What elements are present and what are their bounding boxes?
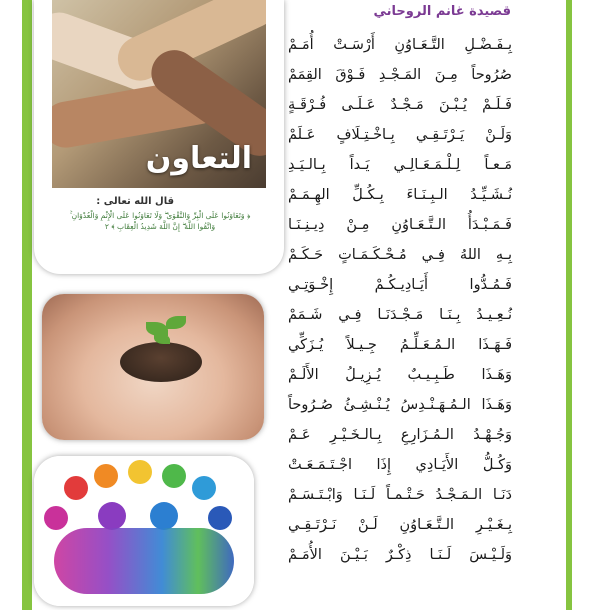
people-circle-card bbox=[34, 456, 254, 606]
poem-verse: مَـعـاً لِـلْـمَـعَـالِـي يَـداً بِـالـيَـدِ bbox=[288, 157, 512, 173]
poem-verse: فَـمَـبْـدَأُ الـتَّـعَـاوُنِ مِـنْ دِيـنِـنَـا bbox=[288, 217, 512, 233]
poem-verse: وَلَـنْ يَـرْتَـقِـي بِـاخْـتِـلَافٍ عَـلَمْ bbox=[288, 127, 512, 143]
poem-verses bbox=[288, 30, 512, 570]
poem-verse: نُـعِـيـدُ بِـنَـا مَـجْـدَنَـا فِـي شَـمَمْ bbox=[288, 307, 512, 323]
cooperation-title-text: التعاون bbox=[145, 141, 252, 176]
poem-verse: بِـهِ اللهُ فِـي مُـحْـكَـمَـاتٍ حَـكَـمْ bbox=[288, 247, 512, 263]
poem-verse: نُـشَـيِّـدُ الـبِـنَـاءَ بِـكُـلِّ الهِـمَـمْ bbox=[288, 187, 512, 203]
soil-shape bbox=[120, 342, 202, 382]
poem-verse: وَهَـذَا طَـبِـيـبٌ يُـزِيـلُ الأَلَـمْ bbox=[288, 367, 512, 383]
poem-verse: وَلَـيْـسَ لَـنَـا ذِكْـرٌ بَـيْـنَ الأُمَـمْ bbox=[288, 547, 512, 563]
people-circle-illustration bbox=[34, 456, 254, 606]
poem-verse: وَكُـلُّ الأَيَـادِي إِذَا اجْـتَـمَـعَـتْ bbox=[288, 457, 512, 473]
poem-verse: فَـهَـذَا الـمُـعَـلِّـمُ جِـيـلاً يُـزَكِّي bbox=[288, 337, 512, 353]
poem-verse: بِـغَـيْـرِ الـتَّـعَـاوُنِ لَـنْ نَـرْتَـقِـي bbox=[288, 517, 512, 533]
poem-verse: دَنَـا الـمَـجْـدُ حَـتْـمـاً لَـنَـا وَابْـتَـسَـمْ bbox=[288, 487, 512, 503]
poem-verse: صُرُوحاً مِـنَ المَـجْـدِ فَـوْقَ القِمَمْ bbox=[288, 67, 512, 83]
joined-arms-photo bbox=[52, 0, 266, 188]
poem-verse: وَجُـهْـدُ الـمُـزَارِعِ بِـالـخَـيْـرِ عَـمْ bbox=[288, 427, 512, 443]
right-green-border bbox=[566, 0, 572, 610]
left-green-border bbox=[22, 0, 32, 610]
poem-verse: فَـمُـدُّوا أَيَـادِيـكُـمْ إِخْـوَتِـي bbox=[288, 277, 512, 293]
poem-title: قصيدة غانم الروحاني bbox=[373, 4, 511, 19]
cooperation-title-card bbox=[34, 0, 284, 274]
quran-verse: ﴿ وَتَعَاوَنُوا عَلَى الْبِرِّ وَالتَّقْوَىٰ ۖ وَلَا تَعَاوَنُوا عَلَى الْإِثْمِ وَالْعُدْوَانِ ۚ وَاتَّقُوا اللَّهَ ۖ إِنَّ اللَّهَ شَدِيدُ الْعِقَابِ ﴾ ٢ bbox=[69, 211, 251, 231]
poem-verse: بِـفَـضْـلِ التَّـعَـاوُنِ أَرْسَـتْ أُمَـمْ bbox=[288, 37, 512, 53]
hands-plant-card bbox=[42, 294, 264, 440]
leaf-shape bbox=[166, 316, 186, 329]
hands-holding-plant-photo bbox=[42, 294, 264, 440]
leaf-shape bbox=[154, 334, 170, 344]
poem-verse: فَـلَـمْ يُـبْـنَ مَـجْـدٌ عَـلَـى فُـرْقَـةٍ bbox=[288, 97, 512, 113]
poem-verse: وَهَـذَا الـمُـهَـنْـدِسُ يُـنْـشِـئُ صُـرُوحاً bbox=[288, 397, 512, 413]
quran-intro-label: قال الله تعالى : bbox=[96, 196, 174, 207]
